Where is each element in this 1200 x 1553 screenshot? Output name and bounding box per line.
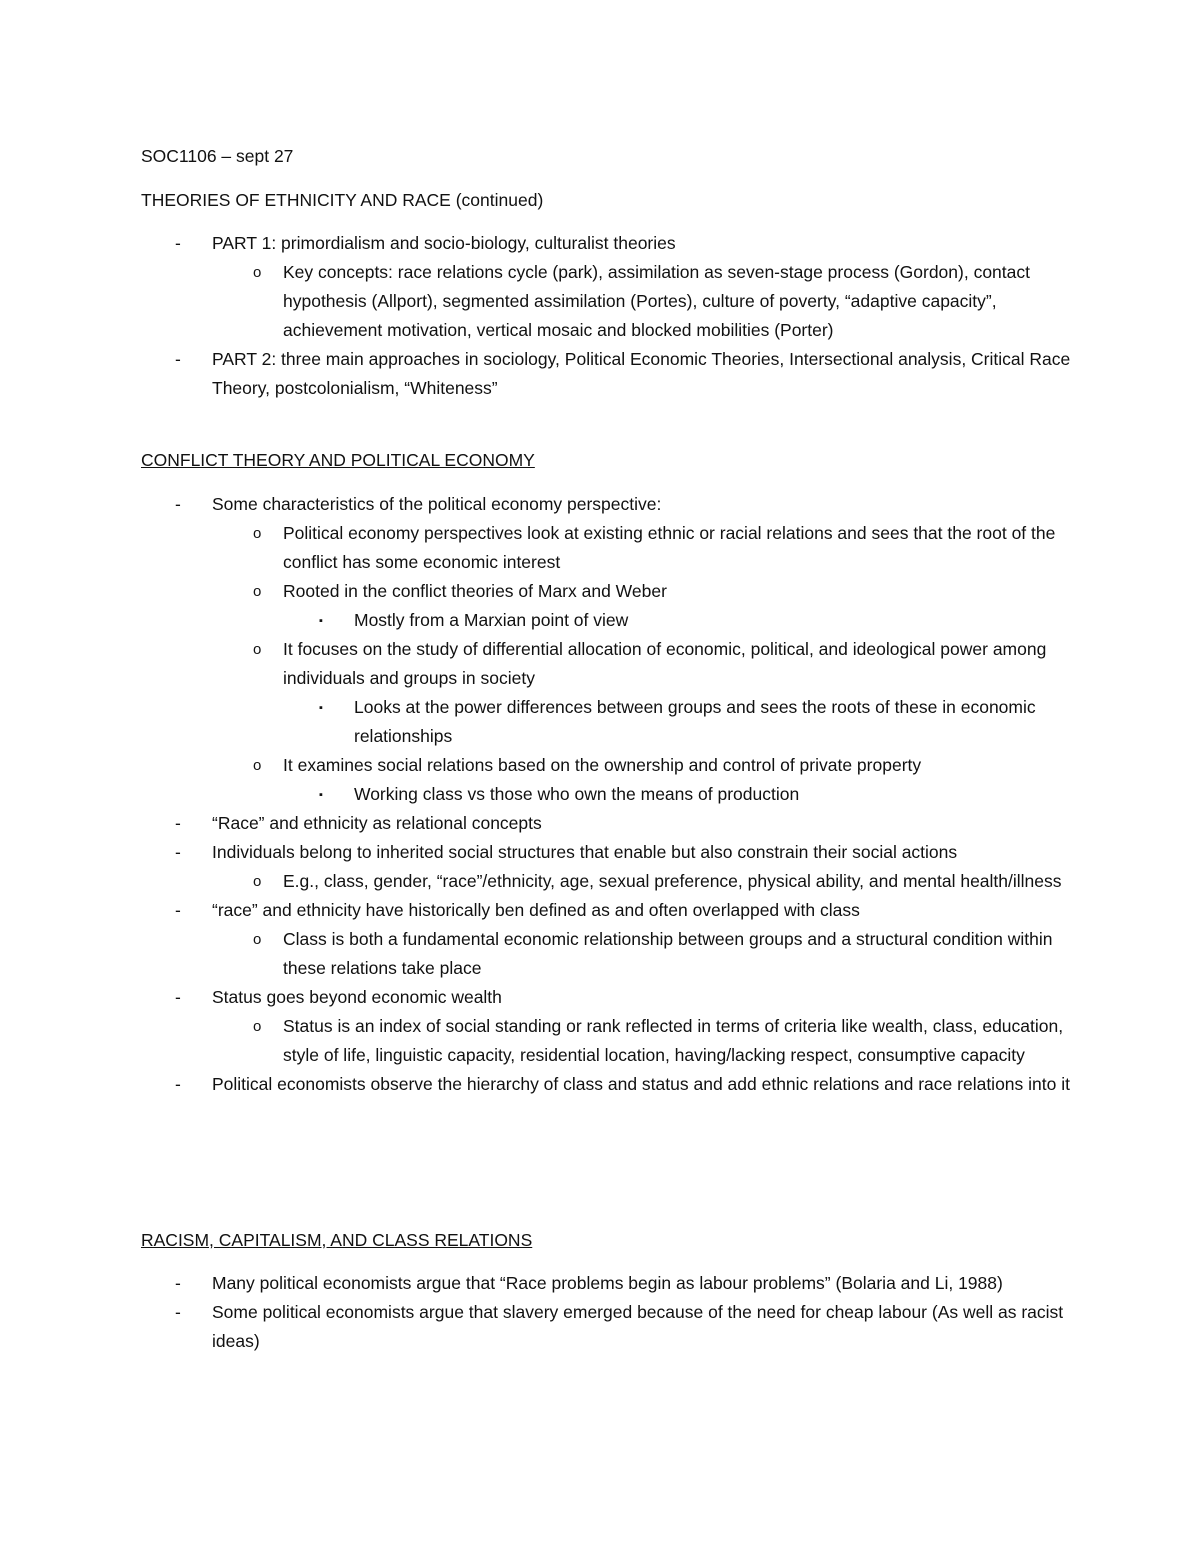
sub-list-item-text: Key concepts: race relations cycle (park), assimilation as seven-stage process (Gordon), contact hypothesis (Allport), segmented assimilation (Portes), culture of poverty, “adaptive capacity”, achievement motivation, vertical mosaic and blocked mobilities (Porter) <box>283 262 1030 340</box>
list-item-text: PART 1: primordialism and socio-biology, culturalist theories <box>212 233 676 253</box>
dash-bullet: - <box>175 494 181 514</box>
dash-bullet: - <box>175 349 181 369</box>
section1-list <box>141 490 1081 1099</box>
section2-list-block <box>141 1269 1081 1356</box>
dash-bullet: - <box>175 233 181 253</box>
list-item <box>141 896 1081 983</box>
sub-sub-list <box>283 693 1081 751</box>
circle-bullet: o <box>253 931 262 948</box>
list-item <box>141 1298 1081 1356</box>
circle-bullet: o <box>253 757 262 774</box>
list-item <box>141 490 1081 809</box>
dash-bullet: - <box>175 813 181 833</box>
sub-list-item <box>212 635 1081 751</box>
list-item <box>141 983 1081 1070</box>
section1-list-block <box>141 490 1081 1099</box>
circle-bullet: o <box>253 873 262 890</box>
list-item <box>141 345 1081 403</box>
circle-bullet: o <box>253 1018 262 1035</box>
sub-list-item <box>212 751 1081 809</box>
circle-bullet: o <box>253 525 262 542</box>
sub-list-item <box>212 258 1081 345</box>
sub-list-item-text: It focuses on the study of differential allocation of economic, political, and ideological power among individuals and groups in society <box>283 639 1047 688</box>
list-item <box>141 1269 1081 1298</box>
document-subtitle: THEORIES OF ETHNICITY AND RACE (continued) <box>141 190 544 210</box>
sub-list <box>212 925 1081 983</box>
section-heading-conflict-theory: CONFLICT THEORY AND POLITICAL ECONOMY <box>141 450 535 470</box>
sub-list <box>212 1012 1081 1070</box>
sub-list-item <box>212 1012 1081 1070</box>
list-item-text: Status goes beyond economic wealth <box>212 987 502 1007</box>
dash-bullet: - <box>175 842 181 862</box>
sub-list-item-text: Class is both a fundamental economic relationship between groups and a structural condition within these relations take place <box>283 929 1053 978</box>
sub-list <box>212 519 1081 809</box>
sub-sub-list-item <box>283 693 1081 751</box>
list-item <box>141 229 1081 345</box>
sub-sub-list <box>283 780 1081 809</box>
sub-sub-list-item-text: Mostly from a Marxian point of view <box>354 610 629 630</box>
intro-list <box>141 229 1081 403</box>
sub-list-item-text: It examines social relations based on the ownership and control of private property <box>283 755 922 775</box>
section2-list <box>141 1269 1081 1356</box>
circle-bullet: o <box>253 641 262 658</box>
sub-list-item-text: Political economy perspectives look at existing ethnic or racial relations and sees that the root of the conflict has some economic interest <box>283 523 1056 572</box>
circle-bullet: o <box>253 583 262 600</box>
dash-bullet: - <box>175 1074 181 1094</box>
list-item-text: Some political economists argue that slavery emerged because of the need for cheap labour (As well as racist ideas) <box>212 1302 1064 1351</box>
sub-list-item-text: Rooted in the conflict theories of Marx and Weber <box>283 581 667 601</box>
dash-bullet: - <box>175 1302 181 1322</box>
square-bullet: ▪ <box>319 615 323 627</box>
sub-sub-list-item-text: Working class vs those who own the means of production <box>354 784 800 804</box>
sub-list-item <box>212 577 1081 635</box>
sub-sub-list-item-text: Looks at the power differences between groups and sees the roots of these in economic relationships <box>354 697 1036 746</box>
document-title: SOC1106 – sept 27 <box>141 146 294 166</box>
intro-list-block <box>141 229 1081 403</box>
square-bullet: ▪ <box>319 789 323 801</box>
list-item <box>141 1070 1081 1099</box>
dash-bullet: - <box>175 1273 181 1293</box>
list-item-text: PART 2: three main approaches in sociology, Political Economic Theories, Intersectional analysis, Critical Race Theory, postcolonialism, “Whiteness” <box>212 349 1071 398</box>
circle-bullet: o <box>253 264 262 281</box>
sub-list-item-text: E.g., class, gender, “race”/ethnicity, age, sexual preference, physical ability, and mental health/illness <box>283 871 1062 891</box>
list-item-text: Some characteristics of the political economy perspective: <box>212 494 662 514</box>
list-item <box>141 838 1081 896</box>
list-item-text: Many political economists argue that “Race problems begin as labour problems” (Bolaria and Li, 1988) <box>212 1273 1003 1293</box>
sub-sub-list-item <box>283 606 1081 635</box>
list-item-text: “race” and ethnicity have historically ben defined as and often overlapped with class <box>212 900 860 920</box>
sub-list-item-text: Status is an index of social standing or rank reflected in terms of criteria like wealth, class, education, style of life, linguistic capacity, residential location, having/lacking respect, consumptive capacity <box>283 1016 1064 1065</box>
sub-sub-list-item <box>283 780 1081 809</box>
sub-list-item <box>212 925 1081 983</box>
sub-list-item <box>212 867 1081 896</box>
sub-list-item <box>212 519 1081 577</box>
list-item <box>141 809 1081 838</box>
section-heading-racism-capitalism: RACISM, CAPITALISM, AND CLASS RELATIONS <box>141 1230 533 1250</box>
sub-list <box>212 258 1081 345</box>
list-item-text: Political economists observe the hierarchy of class and status and add ethnic relations and race relations into it <box>212 1074 1070 1094</box>
list-item-text: “Race” and ethnicity as relational concepts <box>212 813 542 833</box>
dash-bullet: - <box>175 900 181 920</box>
square-bullet: ▪ <box>319 702 323 714</box>
sub-sub-list <box>283 606 1081 635</box>
dash-bullet: - <box>175 987 181 1007</box>
sub-list <box>212 867 1081 896</box>
list-item-text: Individuals belong to inherited social structures that enable but also constrain their social actions <box>212 842 958 862</box>
